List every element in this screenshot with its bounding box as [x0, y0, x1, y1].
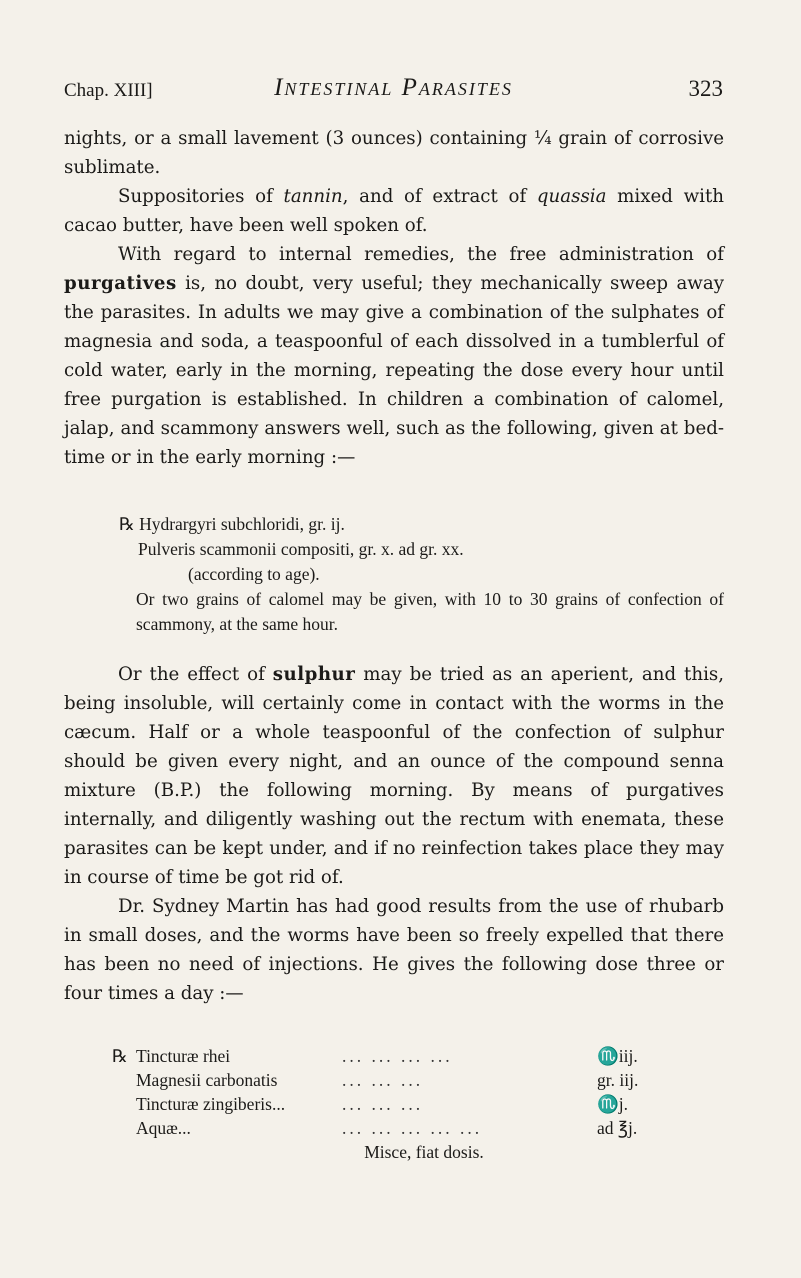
prescription-1-line-3: (according to age). [188, 564, 320, 584]
paragraph-1: nights, or a small lavement (3 ounces) containing ¼ grain of corrosive sublimate. [64, 128, 724, 178]
paragraph-4: Or the effect of sulphur may be tried as an aperient, and this, being insoluble, will certainly come in contact with the worms in the cæcum. Half or a whole teaspoonful of the confection of sulphur should be given every night, and an ounce of the compound senna mixture (B.P.) the following morning. By means of purgatives internally, and diligently washing out the rectum with enemata, these parasites can be kept under, and if no reinfection takes place they may in course of time be got rid of. [64, 664, 724, 888]
recipe-ingredient: Magnesii carbonatis [136, 1070, 278, 1090]
term-quassia: quassia [536, 186, 607, 207]
recipe-row [112, 1044, 712, 1068]
recipe-quantity: ♏iij. [597, 1046, 638, 1066]
recipe-leader-dots: ... ... ... ... ... [342, 1118, 483, 1138]
recipe-leader-dots: ... ... ... ... [342, 1046, 453, 1066]
running-title: Intestinal Parasites [274, 74, 513, 101]
recipe-quantity: ad ℥j. [597, 1118, 638, 1138]
recipe-ingredient: Aquæ... [136, 1118, 191, 1138]
recipe-leader-dots: ... ... ... [342, 1070, 424, 1090]
prescription-2 [112, 1044, 712, 1164]
recipe-quantity: gr. iij. [597, 1070, 639, 1090]
paragraph-3: With regard to internal remedies, the free administration of purgatives is, no doubt, very useful; they mechanically sweep away the parasites. In adults we may give a combination of the sulphates of magnesia and soda, a teaspoonful of each dissolved in a tumblerful of cold water, early in the morning, repeating the dose every hour until free purgation is established. In children a combination of calomel, jalap, and scammony answers well, such as the following, given at bed-time or in the early morning :— [64, 244, 724, 468]
recipe-leader-dots: ... ... ... [342, 1094, 424, 1114]
recipe-row [112, 1068, 712, 1092]
recipe-quantity: ♏j. [597, 1094, 629, 1114]
prescription-1-note: Or two grains of calomel may be given, with 10 to 30 grains of confection of scammony, at the same hour. [136, 589, 724, 634]
recipe-ingredient: Tincturæ rhei [136, 1046, 231, 1066]
recipe-closing-row [112, 1140, 712, 1164]
term-sulphur: sulphur [272, 664, 356, 685]
chapter-label: Chap. XIII] [64, 80, 153, 101]
prescription-1-line-1: ℞ Hydrargyri subchloridi, gr. ij. [119, 514, 345, 534]
term-tannin: tannin [283, 186, 343, 207]
paragraph-2: Suppositories of tannin, and of extract of quassia mixed with cacao butter, have been well spoken of. [64, 186, 724, 236]
recipe-row [112, 1116, 712, 1140]
recipe-closing: Misce, fiat dosis. [364, 1142, 484, 1162]
prescription-1 [64, 512, 724, 637]
term-purgatives: purgatives [64, 273, 177, 294]
text-block-1 [64, 124, 724, 472]
recipe-ingredient: Tincturæ zingiberis... [136, 1094, 286, 1114]
text-block-2 [64, 660, 724, 1008]
recipe-symbol: ℞ [112, 1046, 128, 1066]
prescription-1-line-2: Pulveris scammonii compositi, gr. x. ad gr. xx. [138, 539, 464, 559]
recipe-row [112, 1092, 712, 1116]
page-number: 323 [688, 76, 723, 101]
paragraph-5: Dr. Sydney Martin has had good results from the use of rhubarb in small doses, and the worms have been so freely expelled that there has been no need of injections. He gives the following dose three or four times a day :— [64, 896, 724, 1004]
running-head [64, 74, 723, 114]
